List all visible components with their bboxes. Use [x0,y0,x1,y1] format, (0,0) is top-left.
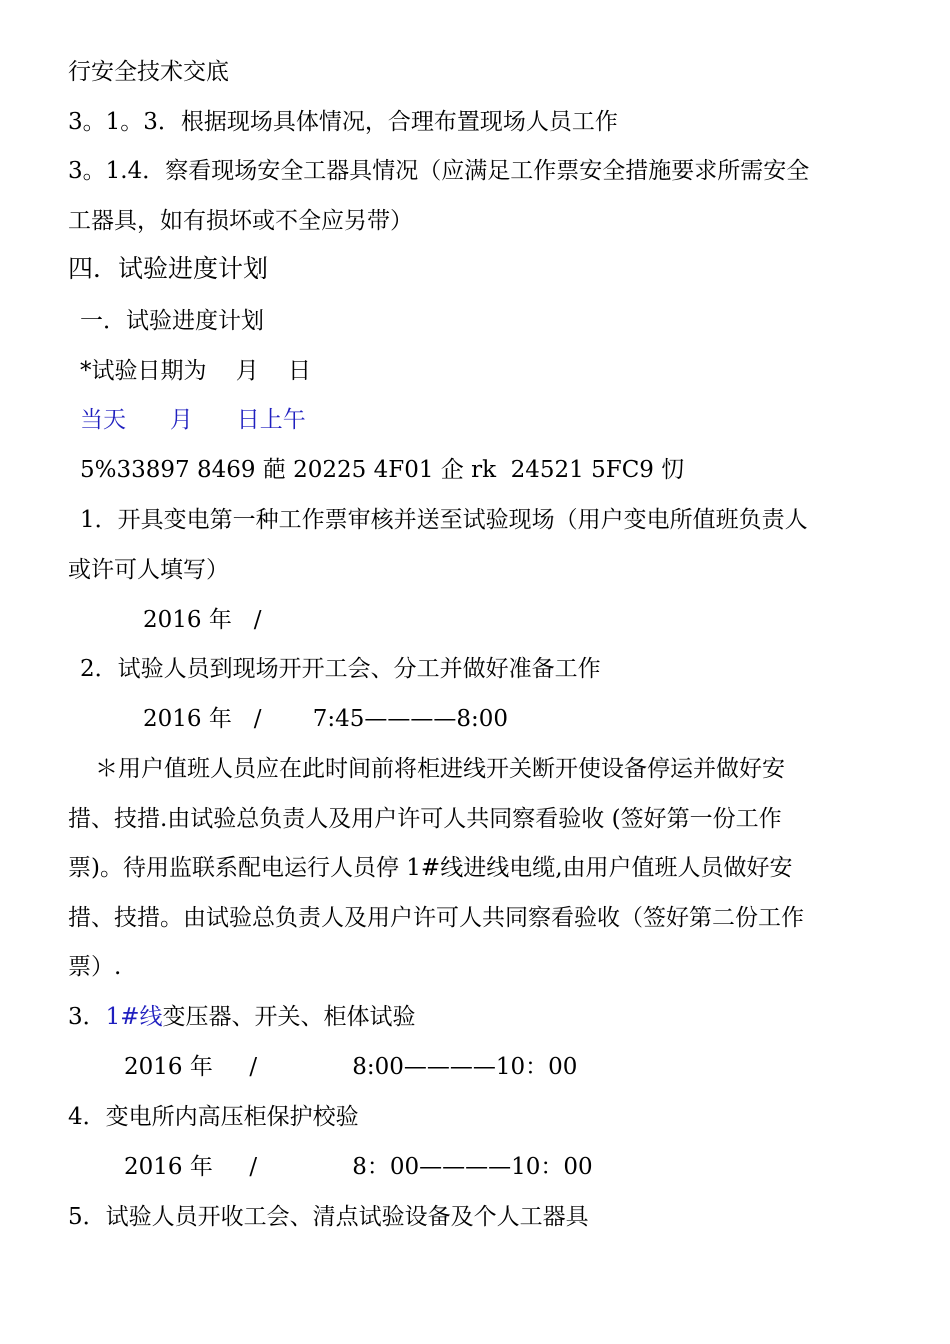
note-line: 措、技措.由试验总负责人及用户许可人共同察看验收 (签好第一份工作 [68,806,782,832]
note-line: 票）. [68,954,122,980]
step-2: 2．试验人员到现场开开工会、分工并做好准备工作 [80,656,601,682]
step-3-number: 3． [68,1004,106,1030]
step-1: 1．开具变电第一种工作票审核并送至试验现场（用户变电所值班负责人 [80,507,808,533]
step-3-date: 2016 年 / 8:00————10：00 [124,1054,578,1080]
section-heading: 四．试验进度计划 [68,254,269,283]
step-3-line-label: 1#线 [105,1004,163,1030]
note-line: 措、技措。由试验总负责人及用户许可人共同察看验收（签好第二份工作 [68,905,804,931]
text-line: 3。1。3．根据现场具体情况，合理布置现场人员工作 [68,109,618,135]
date-line-blue: 当天 月 日上午 [80,407,306,433]
step-5: 5．试验人员开收工会、清点试验设备及个人工器具 [68,1204,589,1230]
test-date-line: *试验日期为 月 日 [80,358,311,384]
note-line: ＊用户值班人员应在此时间前将柜进线开关断开使设备停运并做好安 [95,756,785,782]
step-3 [68,1002,416,1032]
subsection-heading: 一．试验进度计划 [80,308,264,334]
text-line: 工器具，如有损坏或不全应另带） [68,208,413,234]
step-3-text: 变压器、开关、柜体试验 [162,1004,416,1030]
step-4: 4．变电所内高压柜保护校验 [68,1104,359,1130]
step-1-continued: 或许可人填写） [68,557,229,583]
text-line: 3。1.4．察看现场安全工器具情况（应满足工作票安全措施要求所需安全 [68,158,810,184]
garbled-code-line: 5%33897 8469 葩 20225 4F01 企 rk 24521 5FC9 忉 [80,457,685,483]
step-1-date: 2016 年 / [143,607,262,633]
note-line: 票)。待用监联系配电运行人员停 1#线进线电缆,由用户值班人员做好安 [68,855,793,881]
step-4-date: 2016 年 / 8：00————10：00 [124,1154,593,1180]
text-line: 行安全技术交底 [68,59,229,85]
step-2-date: 2016 年 / 7:45————8:00 [143,706,509,732]
